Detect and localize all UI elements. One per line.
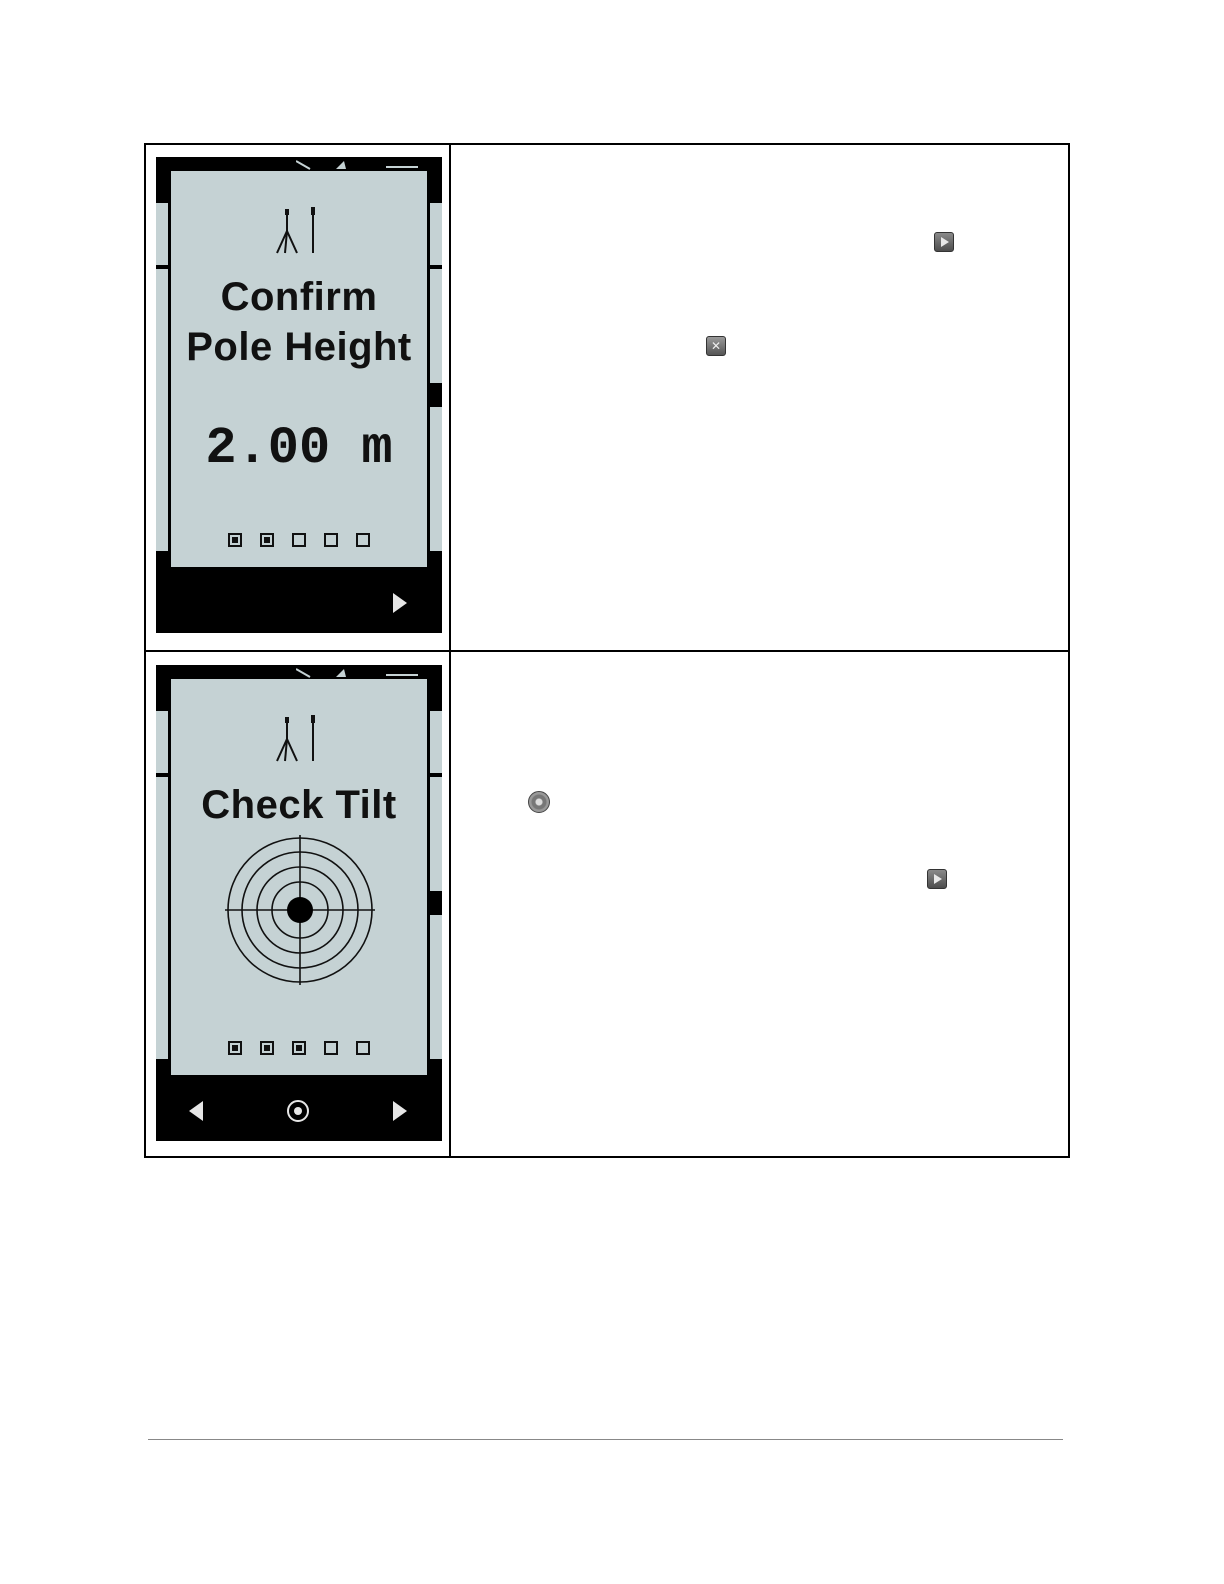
step-progress [171,533,427,547]
back-arrow-icon [187,1100,205,1122]
lcd-screen [171,679,427,1075]
progress-dot [228,533,242,547]
progress-dot [292,1041,306,1055]
lcd-screen [171,171,427,567]
step-progress [171,1041,427,1055]
status-icons [296,159,426,171]
bezel-left-lower [156,777,168,1059]
progress-dot [324,533,338,547]
next-arrow-icon [391,1100,409,1122]
progress-dot [228,1041,242,1055]
progress-dot [356,1041,370,1055]
device-screen-check-tilt [156,665,442,1141]
back-softkey[interactable] [184,1099,208,1123]
target-icon [286,1099,310,1123]
side-marker [428,383,442,407]
bezel-right-lower [430,269,442,551]
side-marker [428,891,442,915]
bezel-left-lower [156,269,168,551]
next-arrow-icon [934,232,954,252]
next-arrow-icon [927,869,947,889]
screen-title: Check Tilt [201,783,397,827]
table-row-divider [146,650,1068,652]
target-icon [528,791,550,813]
progress-dot [292,533,306,547]
progress-dot [260,533,274,547]
softkey-bar [156,1075,442,1141]
progress-dot [260,1041,274,1055]
next-arrow-icon [391,592,409,614]
progress-dot [356,533,370,547]
bezel-right-lower [430,777,442,1059]
screen-title-line-2: Pole Height [186,325,412,369]
bezel-right-upper [430,711,442,773]
target-softkey[interactable] [286,1099,310,1123]
bezel-left-upper [156,203,168,265]
screen-title-line-1: Confirm [220,275,378,319]
pole-height-value: 2.00 m [205,419,393,478]
status-bar-icon [296,667,426,679]
tripod-and-pole-icon [271,201,331,257]
next-softkey[interactable] [388,591,412,615]
next-softkey[interactable] [388,1099,412,1123]
bezel-left-upper [156,711,168,773]
device-screen-pole-height [156,157,442,633]
bezel-right-upper [430,203,442,265]
cancel-x-icon: ✕ [706,336,726,356]
progress-dot [324,1041,338,1055]
status-bar-icon [296,159,426,171]
footer-rule [148,1439,1063,1440]
status-icons [296,667,426,679]
bubble-level-icon [225,835,375,985]
tripod-and-pole-icon [271,709,331,765]
softkey-bar [156,567,442,633]
